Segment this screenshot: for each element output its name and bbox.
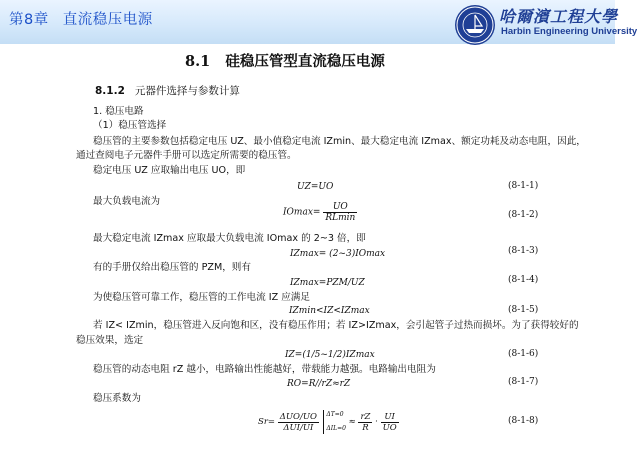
paragraph: 稳压管的动态电阻 rZ 越小，电路输出性能越好，带载能力越强。电路输出电阻为: [93, 364, 436, 375]
equation-lhs: Sr=: [258, 417, 276, 427]
equation-fraction: [283, 202, 357, 223]
equation-stability: [258, 408, 399, 436]
condition: [326, 408, 346, 436]
equation-lhs: IOmax=: [283, 207, 321, 218]
equation: IZmax= (2~3)IOmax: [290, 249, 386, 259]
equation-number: (8-1-3): [508, 246, 539, 256]
university-seal-logo: [455, 5, 495, 45]
paragraph: 若 IZ< IZmin，稳压管进入反向饱和区，没有稳压作用；若 IZ>IZmax，会引起管子过热而损坏。为了获得较好的: [93, 320, 579, 331]
section-number: 8.1: [185, 53, 211, 70]
heading-zener-select: （1）稳压管选择: [93, 120, 167, 131]
numerator: UI: [381, 412, 399, 423]
fraction: [381, 412, 399, 433]
equation-number: (8-1-4): [508, 275, 539, 285]
section-title: [185, 50, 385, 71]
paragraph: 有的手册仅给出稳压管的 PZM，则有: [93, 262, 251, 273]
paragraph: 通过查阅电子元器件手册可以选定所需要的稳压管。: [76, 150, 297, 161]
header-banner: [0, 0, 637, 44]
paragraph: 最大稳定电流 IZmax 应取最大负载电流 IOmax 的 2~3 倍，即: [93, 233, 366, 244]
paragraph: 稳压效果，选定: [76, 335, 144, 346]
condition-top: ΔT=0: [326, 411, 344, 418]
numerator: rZ: [360, 411, 371, 422]
denominator: RLmin: [325, 213, 356, 223]
chapter-number: 第8章: [9, 12, 49, 28]
condition-bottom: ΔIL=0: [326, 425, 346, 432]
equation-number: (8-1-7): [508, 377, 539, 387]
equation: RO=R//rZ≈rZ: [287, 379, 351, 389]
fraction: [278, 412, 319, 433]
equation-number: (8-1-1): [508, 181, 539, 191]
subsection-title-text: 元器件选择与参数计算: [134, 85, 240, 97]
chapter-title: 直流稳压电源: [62, 12, 153, 28]
equation: UZ=UO: [297, 182, 334, 192]
equation: IZmax=PZM/UZ: [290, 278, 365, 288]
denominator: UO: [382, 422, 397, 433]
university-name-en: Harbin Engineering University: [501, 26, 637, 37]
paragraph: 最大负载电流为: [93, 196, 161, 207]
chapter-heading: [9, 8, 153, 29]
equation: IZmin<IZ<IZmax: [289, 306, 370, 316]
numerator: UO: [323, 202, 357, 213]
paragraph: 为使稳压管可靠工作，稳压管的工作电流 IZ 应满足: [93, 292, 310, 303]
heading-circuit: 1. 稳压电路: [93, 106, 144, 117]
section-title-text: 硅稳压管型直流稳压电源: [225, 53, 385, 70]
paragraph: 稳压系数为: [93, 393, 141, 404]
denominator: R: [362, 422, 369, 433]
fraction: [323, 202, 357, 223]
equation-number: (8-1-5): [508, 305, 539, 315]
equation-number: (8-1-2): [508, 210, 539, 220]
equation: IZ=(1/5~1/2)IZmax: [285, 350, 375, 360]
fraction: [358, 412, 372, 433]
dot-symbol: ·: [375, 417, 378, 427]
paragraph: 稳压管的主要参数包括稳定电压 UZ、最小值稳定电流 IZmin、最大稳定电流 IZmax、额定功耗及动态电阻，因此，: [93, 136, 586, 147]
subsection-title: [95, 83, 240, 98]
numerator: ΔUO/UO: [279, 411, 317, 422]
denominator: ΔUI/UI: [283, 422, 314, 433]
evaluation-bar: [323, 410, 324, 434]
equation-number: (8-1-8): [508, 416, 539, 426]
university-name-cn: 哈爾濱工程大學: [499, 7, 619, 26]
paragraph: 稳定电压 UZ 应取输出电压 UO，即: [93, 165, 246, 176]
equation-number: (8-1-6): [508, 349, 539, 359]
approx-symbol: ≈: [348, 417, 356, 427]
subsection-number: 8.1.2: [95, 85, 125, 97]
